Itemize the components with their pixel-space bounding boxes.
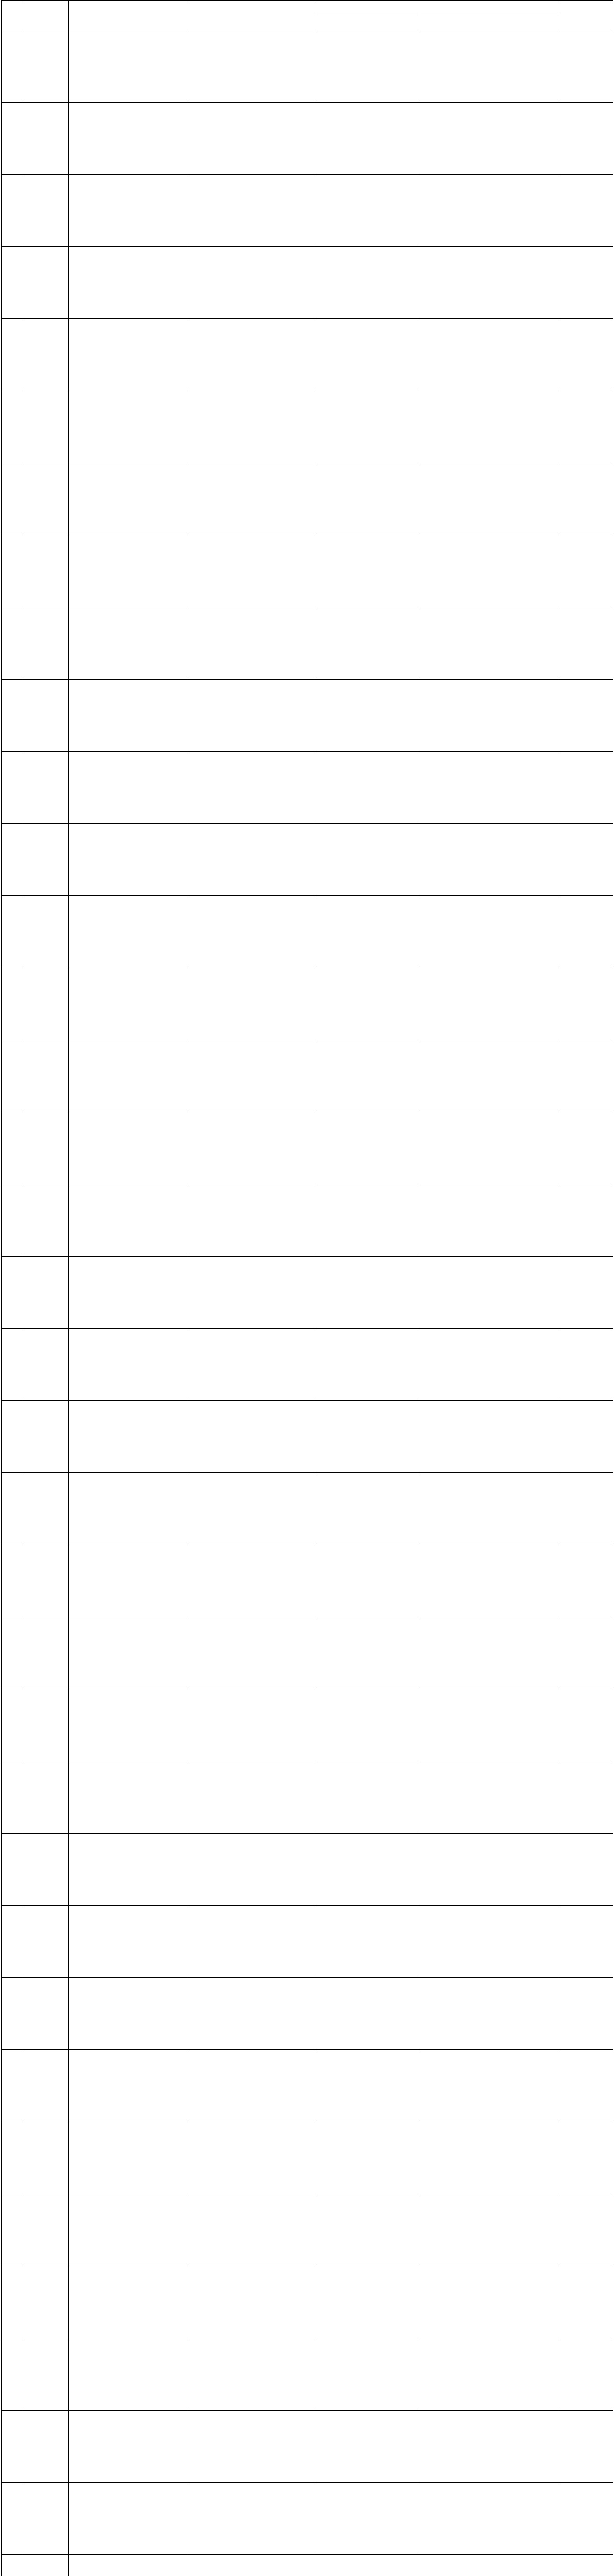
cell-c3 <box>69 175 187 247</box>
cell-c4 <box>187 30 316 103</box>
table-row <box>2 1184 613 1257</box>
cell-c3 <box>69 2555 187 2576</box>
cell-c8 <box>558 752 613 824</box>
cell-c8 <box>558 2050 613 2122</box>
cell-c5 <box>316 1329 419 1401</box>
table-row <box>2 1401 613 1473</box>
cell-c4 <box>187 2050 316 2122</box>
cell-no <box>2 2194 22 2266</box>
cell-c6 <box>419 2194 558 2266</box>
cell-c4 <box>187 1834 316 1906</box>
cell-no <box>2 2483 22 2555</box>
cell-c3 <box>69 319 187 391</box>
table-row <box>2 319 613 391</box>
cell-c3 <box>69 30 187 103</box>
cell-c6 <box>419 1545 558 1617</box>
table-header <box>2 1 613 30</box>
cell-c3 <box>69 1906 187 1978</box>
cell-c3 <box>69 1545 187 1617</box>
cell-c8 <box>558 463 613 535</box>
cell-c4 <box>187 1473 316 1545</box>
cell-c5 <box>316 463 419 535</box>
cell-c8 <box>558 2411 613 2483</box>
responsibility-table <box>1 0 613 2576</box>
cell-c4 <box>187 1906 316 1978</box>
cell-c3 <box>69 752 187 824</box>
cell-c3 <box>69 1761 187 1834</box>
cell-c6 <box>419 1401 558 1473</box>
cell-c2 <box>22 2122 69 2194</box>
cell-c4 <box>187 607 316 680</box>
cell-c6 <box>419 463 558 535</box>
cell-c3 <box>69 2050 187 2122</box>
cell-c6 <box>419 2483 558 2555</box>
cell-c5 <box>316 1257 419 1329</box>
cell-c2 <box>22 103 69 175</box>
cell-c4 <box>187 103 316 175</box>
cell-c6 <box>419 247 558 319</box>
cell-c6 <box>419 2338 558 2411</box>
table-row <box>2 1473 613 1545</box>
table-row <box>2 2555 613 2576</box>
cell-c8 <box>558 1473 613 1545</box>
cell-c4 <box>187 2411 316 2483</box>
cell-c5 <box>316 1689 419 1761</box>
cell-c8 <box>558 535 613 607</box>
cell-c5 <box>316 2194 419 2266</box>
cell-c6 <box>419 1978 558 2050</box>
table-row <box>2 968 613 1040</box>
table-row <box>2 2194 613 2266</box>
cell-c6 <box>419 175 558 247</box>
cell-c5 <box>316 1617 419 1689</box>
cell-c5 <box>316 1761 419 1834</box>
cell-c5 <box>316 2338 419 2411</box>
cell-c2 <box>22 1906 69 1978</box>
cell-c8 <box>558 103 613 175</box>
cell-c6 <box>419 1112 558 1184</box>
cell-no <box>2 1184 22 1257</box>
cell-c5 <box>316 1834 419 1906</box>
table-row <box>2 1761 613 1834</box>
cell-c2 <box>22 752 69 824</box>
cell-c6 <box>419 1906 558 1978</box>
cell-no <box>2 535 22 607</box>
cell-c5 <box>316 30 419 103</box>
cell-c3 <box>69 2122 187 2194</box>
table-row <box>2 103 613 175</box>
cell-no <box>2 1040 22 1112</box>
cell-c2 <box>22 1112 69 1184</box>
cell-no <box>2 319 22 391</box>
cell-c6 <box>419 2266 558 2338</box>
cell-c2 <box>22 2194 69 2266</box>
header-sub-2 <box>419 15 558 30</box>
cell-c6 <box>419 1329 558 1401</box>
table-row <box>2 1689 613 1761</box>
table-row <box>2 2483 613 2555</box>
cell-c4 <box>187 2483 316 2555</box>
table-row <box>2 463 613 535</box>
cell-c8 <box>558 824 613 896</box>
cell-c3 <box>69 1617 187 1689</box>
cell-c4 <box>187 1040 316 1112</box>
cell-c2 <box>22 2411 69 2483</box>
table-row <box>2 2266 613 2338</box>
table-row <box>2 896 613 968</box>
cell-no <box>2 1834 22 1906</box>
table-row <box>2 2411 613 2483</box>
table-row <box>2 1978 613 2050</box>
cell-no <box>2 752 22 824</box>
cell-c5 <box>316 103 419 175</box>
cell-c8 <box>558 1617 613 1689</box>
cell-no <box>2 2411 22 2483</box>
cell-c8 <box>558 30 613 103</box>
cell-c6 <box>419 896 558 968</box>
cell-c6 <box>419 1617 558 1689</box>
cell-c8 <box>558 968 613 1040</box>
cell-no <box>2 1329 22 1401</box>
cell-c8 <box>558 896 613 968</box>
cell-c4 <box>187 2555 316 2576</box>
cell-c5 <box>316 247 419 319</box>
cell-c3 <box>69 968 187 1040</box>
table-row <box>2 1257 613 1329</box>
cell-c5 <box>316 1401 419 1473</box>
cell-no <box>2 1978 22 2050</box>
cell-c8 <box>558 1834 613 1906</box>
cell-c6 <box>419 2122 558 2194</box>
cell-c4 <box>187 1257 316 1329</box>
cell-c8 <box>558 1906 613 1978</box>
cell-c6 <box>419 30 558 103</box>
cell-c4 <box>187 2338 316 2411</box>
cell-c5 <box>316 2122 419 2194</box>
cell-c2 <box>22 1257 69 1329</box>
cell-c4 <box>187 1689 316 1761</box>
cell-c3 <box>69 1184 187 1257</box>
table-row <box>2 535 613 607</box>
cell-c5 <box>316 680 419 752</box>
cell-no <box>2 1545 22 1617</box>
cell-c8 <box>558 1401 613 1473</box>
cell-c8 <box>558 319 613 391</box>
cell-c5 <box>316 607 419 680</box>
cell-c8 <box>558 1257 613 1329</box>
table-row <box>2 752 613 824</box>
cell-c8 <box>558 2483 613 2555</box>
cell-no <box>2 2555 22 2576</box>
cell-c2 <box>22 1473 69 1545</box>
cell-no <box>2 680 22 752</box>
table-row <box>2 2338 613 2411</box>
cell-c2 <box>22 1617 69 1689</box>
cell-c6 <box>419 103 558 175</box>
header-col-4 <box>187 1 316 30</box>
cell-c5 <box>316 1545 419 1617</box>
cell-c2 <box>22 2555 69 2576</box>
cell-c8 <box>558 2122 613 2194</box>
table-row <box>2 175 613 247</box>
cell-c6 <box>419 1184 558 1257</box>
cell-c6 <box>419 1040 558 1112</box>
cell-no <box>2 247 22 319</box>
cell-c8 <box>558 2338 613 2411</box>
cell-c2 <box>22 896 69 968</box>
table-body <box>2 30 613 2576</box>
cell-c3 <box>69 2194 187 2266</box>
cell-c8 <box>558 1545 613 1617</box>
header-col-3 <box>69 1 187 30</box>
cell-c5 <box>316 1040 419 1112</box>
cell-c5 <box>316 319 419 391</box>
cell-c6 <box>419 968 558 1040</box>
cell-c3 <box>69 1257 187 1329</box>
cell-c2 <box>22 1978 69 2050</box>
header-group <box>316 1 558 15</box>
table-row <box>2 824 613 896</box>
cell-c5 <box>316 824 419 896</box>
cell-c6 <box>419 319 558 391</box>
cell-c6 <box>419 607 558 680</box>
cell-c5 <box>316 1473 419 1545</box>
cell-no <box>2 1906 22 1978</box>
cell-c2 <box>22 2483 69 2555</box>
cell-c2 <box>22 391 69 463</box>
table-row <box>2 1112 613 1184</box>
cell-no <box>2 1112 22 1184</box>
cell-c3 <box>69 2338 187 2411</box>
cell-c5 <box>316 2411 419 2483</box>
cell-c8 <box>558 391 613 463</box>
cell-c6 <box>419 1761 558 1834</box>
cell-c3 <box>69 607 187 680</box>
cell-no <box>2 2338 22 2411</box>
cell-c2 <box>22 2050 69 2122</box>
cell-c8 <box>558 1329 613 1401</box>
cell-c2 <box>22 463 69 535</box>
cell-c5 <box>316 968 419 1040</box>
cell-c4 <box>187 319 316 391</box>
cell-no <box>2 463 22 535</box>
cell-c2 <box>22 1401 69 1473</box>
cell-c4 <box>187 1112 316 1184</box>
cell-c2 <box>22 1689 69 1761</box>
cell-no <box>2 1761 22 1834</box>
cell-c6 <box>419 1257 558 1329</box>
cell-c4 <box>187 896 316 968</box>
cell-c3 <box>69 2411 187 2483</box>
cell-no <box>2 2050 22 2122</box>
cell-c3 <box>69 391 187 463</box>
cell-no <box>2 1617 22 1689</box>
cell-no <box>2 607 22 680</box>
table-row <box>2 1040 613 1112</box>
cell-c6 <box>419 1689 558 1761</box>
cell-c4 <box>187 1761 316 1834</box>
cell-c6 <box>419 680 558 752</box>
cell-c2 <box>22 1040 69 1112</box>
header-col-1 <box>2 1 22 30</box>
cell-c4 <box>187 1184 316 1257</box>
cell-c6 <box>419 824 558 896</box>
table-row <box>2 607 613 680</box>
header-col-2 <box>22 1 69 30</box>
cell-c3 <box>69 896 187 968</box>
cell-c5 <box>316 2555 419 2576</box>
cell-c2 <box>22 607 69 680</box>
cell-c2 <box>22 30 69 103</box>
cell-c4 <box>187 824 316 896</box>
cell-no <box>2 896 22 968</box>
cell-no <box>2 968 22 1040</box>
cell-c6 <box>419 2050 558 2122</box>
cell-no <box>2 391 22 463</box>
cell-c4 <box>187 752 316 824</box>
table-row <box>2 2050 613 2122</box>
cell-c6 <box>419 1834 558 1906</box>
cell-c8 <box>558 1978 613 2050</box>
cell-c5 <box>316 2050 419 2122</box>
cell-c4 <box>187 247 316 319</box>
cell-c5 <box>316 896 419 968</box>
cell-c8 <box>558 2266 613 2338</box>
table-row <box>2 247 613 319</box>
cell-c5 <box>316 175 419 247</box>
cell-c3 <box>69 1112 187 1184</box>
cell-c8 <box>558 1689 613 1761</box>
header-col-8 <box>558 1 613 30</box>
cell-c3 <box>69 1978 187 2050</box>
cell-c4 <box>187 2122 316 2194</box>
cell-no <box>2 1689 22 1761</box>
cell-c4 <box>187 535 316 607</box>
cell-c3 <box>69 680 187 752</box>
cell-no <box>2 824 22 896</box>
table-row <box>2 391 613 463</box>
cell-c8 <box>558 1112 613 1184</box>
cell-c2 <box>22 247 69 319</box>
cell-c8 <box>558 1040 613 1112</box>
cell-c5 <box>316 2266 419 2338</box>
cell-c2 <box>22 680 69 752</box>
cell-c3 <box>69 463 187 535</box>
cell-c8 <box>558 1184 613 1257</box>
cell-c8 <box>558 175 613 247</box>
cell-c8 <box>558 1761 613 1834</box>
cell-c4 <box>187 2266 316 2338</box>
cell-no <box>2 103 22 175</box>
header-sub-1 <box>316 15 419 30</box>
cell-c4 <box>187 680 316 752</box>
table-row <box>2 680 613 752</box>
cell-c2 <box>22 535 69 607</box>
cell-c2 <box>22 1184 69 1257</box>
cell-c6 <box>419 2555 558 2576</box>
cell-c2 <box>22 2338 69 2411</box>
cell-c8 <box>558 2194 613 2266</box>
cell-c3 <box>69 535 187 607</box>
cell-no <box>2 30 22 103</box>
cell-c4 <box>187 391 316 463</box>
cell-c6 <box>419 1473 558 1545</box>
cell-c4 <box>187 1978 316 2050</box>
cell-c6 <box>419 2411 558 2483</box>
cell-c5 <box>316 1906 419 1978</box>
cell-c5 <box>316 391 419 463</box>
table-row <box>2 2122 613 2194</box>
cell-c5 <box>316 1978 419 2050</box>
cell-c2 <box>22 1545 69 1617</box>
cell-c2 <box>22 319 69 391</box>
cell-c4 <box>187 1545 316 1617</box>
cell-c4 <box>187 1401 316 1473</box>
cell-c3 <box>69 103 187 175</box>
cell-c6 <box>419 535 558 607</box>
cell-c6 <box>419 391 558 463</box>
cell-c2 <box>22 824 69 896</box>
table-row <box>2 1834 613 1906</box>
cell-no <box>2 1401 22 1473</box>
cell-c4 <box>187 175 316 247</box>
cell-c5 <box>316 752 419 824</box>
table-row <box>2 1329 613 1401</box>
cell-c4 <box>187 463 316 535</box>
cell-c8 <box>558 680 613 752</box>
cell-c5 <box>316 535 419 607</box>
cell-c3 <box>69 247 187 319</box>
cell-no <box>2 2122 22 2194</box>
cell-c3 <box>69 1040 187 1112</box>
cell-c3 <box>69 1473 187 1545</box>
cell-c8 <box>558 2555 613 2576</box>
cell-c4 <box>187 968 316 1040</box>
table-row <box>2 1545 613 1617</box>
cell-c3 <box>69 1401 187 1473</box>
cell-c2 <box>22 175 69 247</box>
cell-c2 <box>22 1761 69 1834</box>
cell-no <box>2 2266 22 2338</box>
table-row <box>2 30 613 103</box>
cell-c5 <box>316 1112 419 1184</box>
cell-c2 <box>22 968 69 1040</box>
cell-c3 <box>69 824 187 896</box>
cell-c3 <box>69 2483 187 2555</box>
cell-c3 <box>69 1689 187 1761</box>
table-row <box>2 1617 613 1689</box>
cell-no <box>2 1473 22 1545</box>
cell-c8 <box>558 247 613 319</box>
cell-c5 <box>316 1184 419 1257</box>
cell-no <box>2 175 22 247</box>
cell-no <box>2 1257 22 1329</box>
cell-c3 <box>69 2266 187 2338</box>
cell-c4 <box>187 2194 316 2266</box>
cell-c2 <box>22 1834 69 1906</box>
table-row <box>2 1906 613 1978</box>
cell-c8 <box>558 607 613 680</box>
cell-c4 <box>187 1617 316 1689</box>
cell-c4 <box>187 1329 316 1401</box>
cell-c3 <box>69 1834 187 1906</box>
cell-c2 <box>22 2266 69 2338</box>
cell-c5 <box>316 2483 419 2555</box>
cell-c2 <box>22 1329 69 1401</box>
cell-c3 <box>69 1329 187 1401</box>
cell-c6 <box>419 752 558 824</box>
